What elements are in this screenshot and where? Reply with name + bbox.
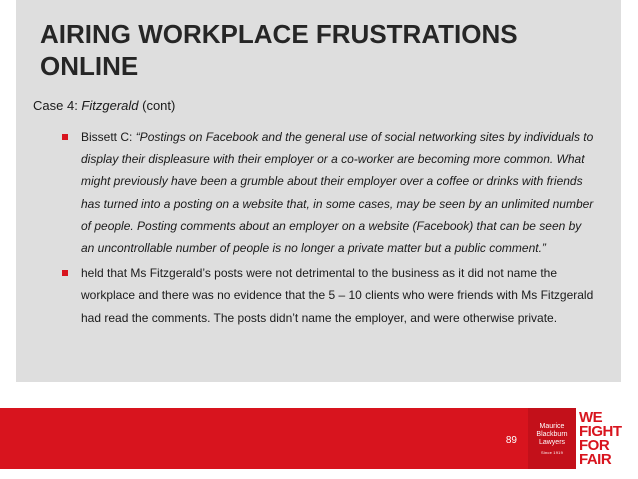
slogan-we-fight-for-fair xyxy=(576,408,638,469)
bullet-list xyxy=(62,126,597,329)
bullet-square-icon xyxy=(62,134,68,140)
slide-title xyxy=(40,18,610,82)
bullet-holding-text: held that Ms Fitzgerald’s posts were not detrimental to the business as it did not name the workplace and there was no evidence that the 5 – 10 clients who were friends with Ms Fitzgerald had read the comments. The posts didn’t name the employer, and were otherwise private. xyxy=(81,266,594,325)
slide-title-line-2: ONLINE xyxy=(40,51,139,81)
logo-since: Since 1919 xyxy=(540,449,563,455)
slide-title-line-1: AIRING WORKPLACE FRUSTRATIONS xyxy=(40,19,518,49)
logo-line-3: Lawyers xyxy=(538,438,566,446)
case-suffix: (cont) xyxy=(138,98,176,113)
slogan-word: FOR xyxy=(579,436,610,454)
bullet-square-icon xyxy=(62,270,68,276)
maurice-blackburn-logo xyxy=(528,408,576,469)
logo-line-1: Maurice xyxy=(539,422,565,430)
logo-line-2: Blackburn xyxy=(536,430,568,438)
case-name: Fitzgerald xyxy=(81,98,139,113)
bullet-item-quote xyxy=(62,126,597,259)
slogan-word: FIGHT xyxy=(579,422,622,440)
bullet-item-holding xyxy=(62,262,597,329)
bullet-lead: Bissett C: xyxy=(81,130,136,144)
slogan-word: FAIR xyxy=(579,450,612,468)
slogan-word: WE xyxy=(579,408,603,426)
page-number: 89 xyxy=(505,435,517,446)
case-heading xyxy=(33,98,175,113)
bullet-quote-text: “Postings on Facebook and the general use of social networking sites by individuals to display their displeasure with their employer or a co-worker are becoming more common. What might previously have been a grumble about their employer over a coffee or drinks with friends has turned into a posting on a website that, in some cases, may be seen by an unlimited number of people. Posting comments about an employer on a website (Facebook) that can be seen by an uncontrollable number of people is no longer a private matter but a public comment.” xyxy=(81,130,594,256)
case-prefix: Case 4: xyxy=(33,98,82,113)
